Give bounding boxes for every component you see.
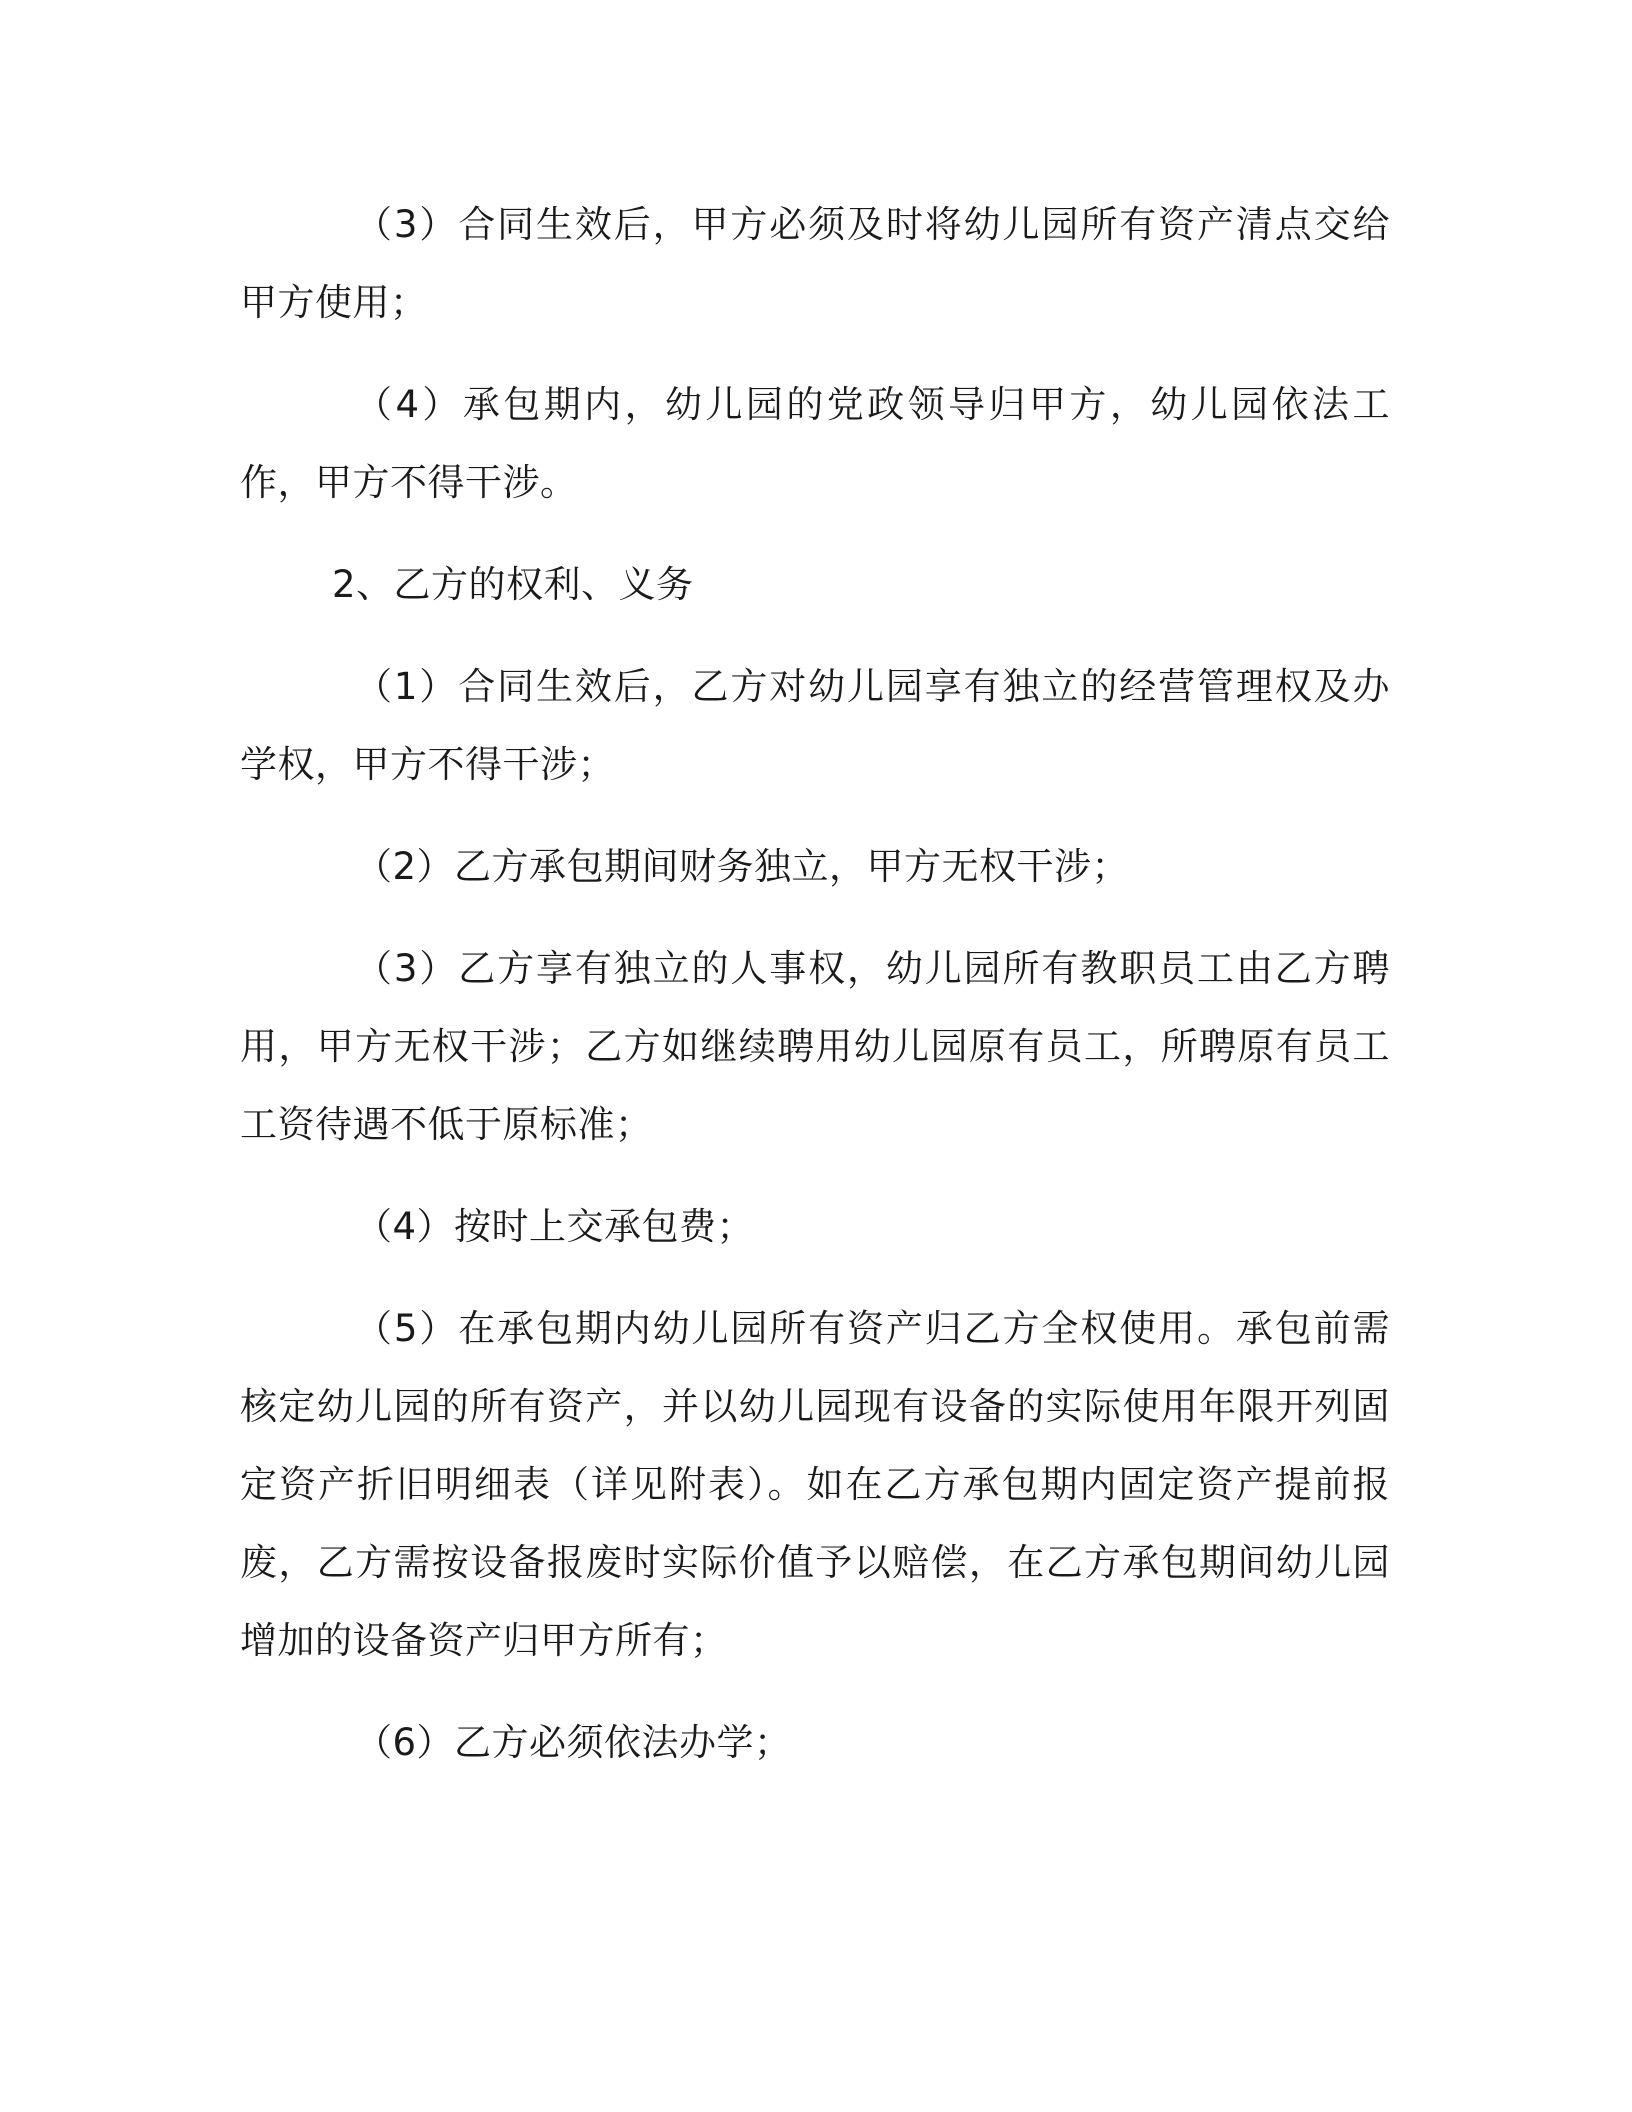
paragraph-4-leadership: （4）承包期内，幼儿园的党政领导归甲方，幼儿园依法工作，甲方不得干涉。 [240,383,1390,504]
paragraph-b5-assets: （5）在承包期内幼儿园所有资产归乙方全权使用。承包前需核定幼儿园的所有资产，并以幼儿园现有设备的实际使用年限开列固定资产折旧明细表（详见附表）。如在乙方承包期内固定资产提前报废，乙方需按设备报废时实际价值予以赔偿，在乙方承包期间幼儿园增加的设备资产归甲方所有； [240,1307,1390,1662]
paragraph-b4-contract-fee: （4）按时上交承包费； [355,1205,755,1248]
paragraph-b2-finance: （2）乙方承包期间财务独立，甲方无权干涉； [355,845,1130,888]
paragraph-b1-management-rights: （1）合同生效后，乙方对幼儿园享有独立的经营管理权及办学权，甲方不得干涉； [240,665,1390,786]
paragraph-3-asset-handover: （3）合同生效后，甲方必须及时将幼儿园所有资产清点交给甲方使用； [240,203,1390,324]
paragraph-b6-lawful-operation: （6）乙方必须依法办学； [355,1721,792,1764]
section-heading-party-b-rights: 2、乙方的权利、义务 [332,563,694,606]
document-body [240,186,1390,1782]
paragraph-b3-personnel: （3）乙方享有独立的人事权，幼儿园所有教职员工由乙方聘用，甲方无权干涉；乙方如继续聘用幼儿园原有员工，所聘原有员工工资待遇不低于原标准； [240,947,1390,1146]
